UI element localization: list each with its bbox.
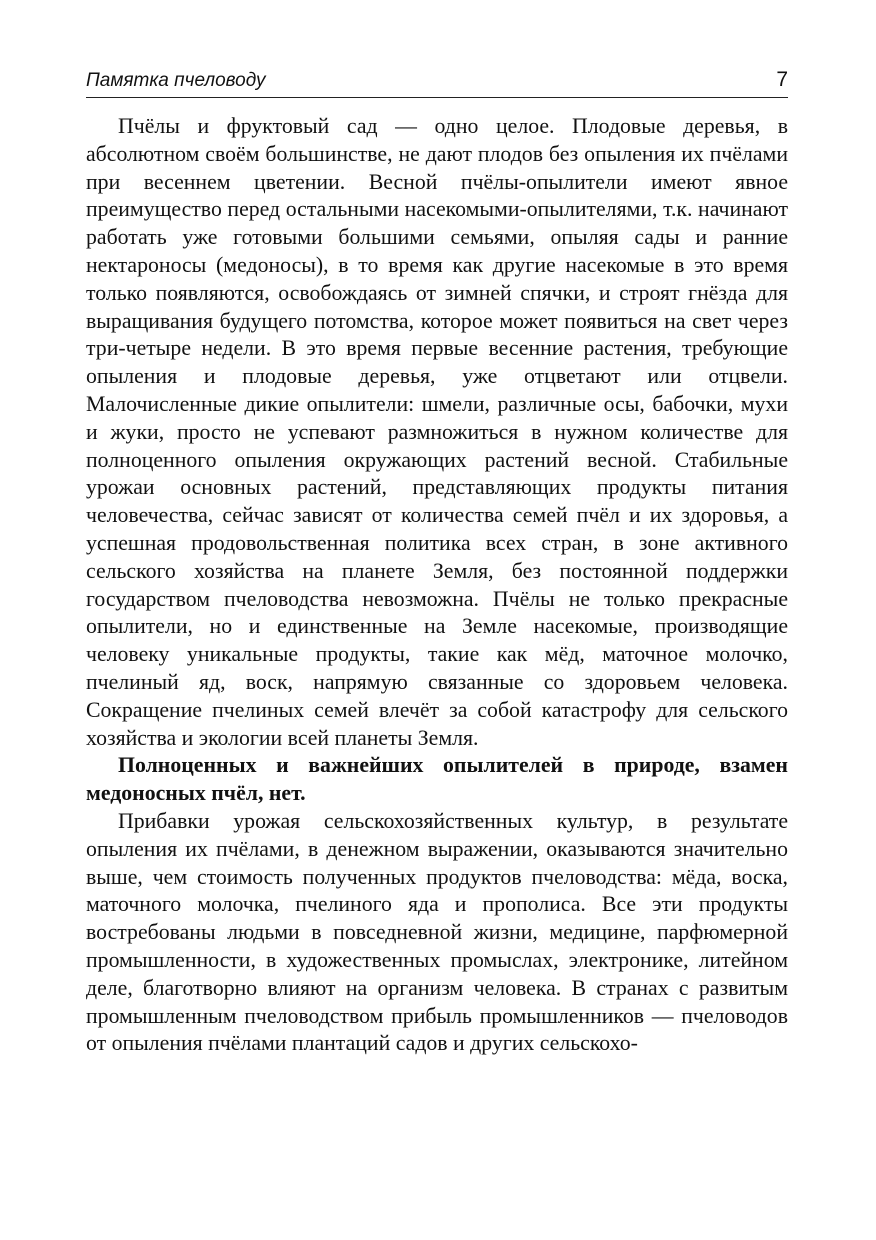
paragraph-bold-statement: Полноценных и важнейших опылителей в природе, взамен медоносных пчёл, нет.: [86, 753, 788, 806]
paragraph-yield-increase: Прибавки урожая сельскохозяйственных культур, в результате опыления их пчёлами, в денежном выражении, оказываются значительно выше, чем стоимость полученных продуктов пчеловодства: мёда, воска, маточного молочка, пчелиного яда и прополиса. Все эти продукты востребованы людьми в повседневной жизни, медицине, парфюмерной промышленности, в художественных промыслах, электронике, литейном деле, благотворно влияют на организм человека. В странах с развитым промышленным пчеловодством прибыль промышленников — пчеловодов от опыления пчёлами плантаций садов и других сельскохо-: [86, 808, 788, 1056]
page-header: [86, 68, 788, 98]
page-number: 7: [776, 68, 788, 91]
body-text: [86, 113, 788, 1058]
running-title: Памятка пчеловоду: [86, 70, 266, 91]
paragraph-bees-and-orchard: Пчёлы и фруктовый сад — одно целое. Плодовые деревья, в абсолютном своём большинстве, не дают плодов без опыления их пчёлами при весеннем цветении. Весной пчёлы-опылители имеют явное преимущество перед остальными насекомыми-опылителями, т.к. начинают работать уже готовыми большими семьями, опыляя сады и ранние нектароносы (медоносы), в то время как другие насекомые в это время только появляются, освобождаясь от зимней спячки, и строят гнёзда для выращивания будущего потомства, которое может появиться на свет через три-четыре недели. В это время первые весенние растения, требующие опыления и плодовые деревья, уже отцветают или отцвели. Малочисленные дикие опылители: шмели, различные осы, бабочки, мухи и жуки, просто не успевают размножиться в нужном количестве для полноценного опыления окружающих растений весной. Стабильные урожаи основных растений, представляющих продукты питания человечества, сейчас зависят от количества семей пчёл и их здоровья, а успешная продовольственная политика всех стран, в зоне активного сельского хозяйства на планете Земля, без постоянной поддержки государством пчеловодства невозможна. Пчёлы не только прекрасные опылители, но и единственные на Земле насекомые, производящие человеку уникальные продукты, такие как мёд, маточное молочко, пчелиный яд, воск, напрямую связанные со здоровьем человека. Сокращение пчелиных семей влечёт за собой катастрофу для сельского хозяйства и экологии всей планеты Земля.: [86, 114, 788, 750]
